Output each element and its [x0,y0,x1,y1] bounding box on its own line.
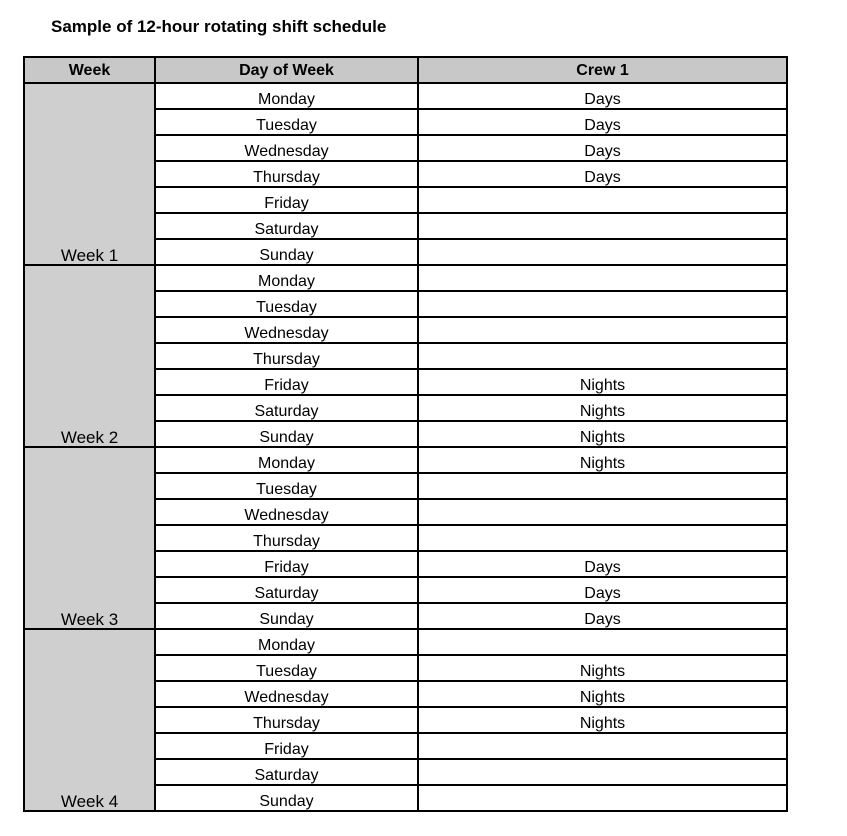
day-of-week-cell: Saturday [155,577,418,603]
week-label-cell: Week 3 [24,447,155,629]
crew-1-shift-cell [418,239,787,265]
crew-1-shift-cell: Days [418,603,787,629]
crew-1-shift-cell: Nights [418,421,787,447]
crew-1-shift-cell [418,187,787,213]
header-crew-1: Crew 1 [418,57,787,83]
crew-1-shift-cell: Nights [418,369,787,395]
day-of-week-cell: Sunday [155,421,418,447]
day-of-week-cell: Wednesday [155,317,418,343]
day-of-week-cell: Thursday [155,161,418,187]
day-of-week-cell: Tuesday [155,473,418,499]
day-of-week-cell: Monday [155,447,418,473]
crew-1-shift-cell: Days [418,551,787,577]
crew-1-shift-cell [418,317,787,343]
crew-1-shift-cell [418,265,787,291]
shift-schedule-table [23,56,788,812]
table-row [24,83,787,109]
crew-1-shift-cell: Days [418,161,787,187]
crew-1-shift-cell [418,785,787,811]
day-of-week-cell: Friday [155,187,418,213]
day-of-week-cell: Friday [155,369,418,395]
day-of-week-cell: Wednesday [155,681,418,707]
crew-1-shift-cell [418,733,787,759]
day-of-week-cell: Saturday [155,395,418,421]
page-title: Sample of 12-hour rotating shift schedule [51,17,387,36]
day-of-week-cell: Tuesday [155,655,418,681]
crew-1-shift-cell: Days [418,135,787,161]
day-of-week-cell: Monday [155,629,418,655]
crew-1-shift-cell: Nights [418,655,787,681]
header-week: Week [24,57,155,83]
day-of-week-cell: Saturday [155,759,418,785]
day-of-week-cell: Sunday [155,785,418,811]
crew-1-shift-cell: Days [418,577,787,603]
week-label-cell: Week 4 [24,629,155,811]
table-row [24,265,787,291]
crew-1-shift-cell: Nights [418,707,787,733]
day-of-week-cell: Sunday [155,239,418,265]
day-of-week-cell: Friday [155,551,418,577]
crew-1-shift-cell: Days [418,83,787,109]
day-of-week-cell: Monday [155,83,418,109]
crew-1-shift-cell [418,343,787,369]
crew-1-shift-cell: Nights [418,395,787,421]
crew-1-shift-cell [418,291,787,317]
crew-1-shift-cell [418,759,787,785]
day-of-week-cell: Sunday [155,603,418,629]
crew-1-shift-cell [418,525,787,551]
crew-1-shift-cell [418,473,787,499]
header-row [24,57,787,83]
crew-1-shift-cell [418,499,787,525]
week-label-cell: Week 1 [24,83,155,265]
day-of-week-cell: Thursday [155,707,418,733]
day-of-week-cell: Tuesday [155,109,418,135]
day-of-week-cell: Monday [155,265,418,291]
crew-1-shift-cell: Nights [418,447,787,473]
table-row [24,629,787,655]
day-of-week-cell: Saturday [155,213,418,239]
week-label-cell: Week 2 [24,265,155,447]
schedule-body [24,83,787,811]
day-of-week-cell: Wednesday [155,499,418,525]
crew-1-shift-cell: Nights [418,681,787,707]
day-of-week-cell: Tuesday [155,291,418,317]
crew-1-shift-cell: Days [418,109,787,135]
crew-1-shift-cell [418,629,787,655]
day-of-week-cell: Thursday [155,525,418,551]
day-of-week-cell: Friday [155,733,418,759]
table-row [24,447,787,473]
crew-1-shift-cell [418,213,787,239]
day-of-week-cell: Wednesday [155,135,418,161]
header-day-of-week: Day of Week [155,57,418,83]
day-of-week-cell: Thursday [155,343,418,369]
